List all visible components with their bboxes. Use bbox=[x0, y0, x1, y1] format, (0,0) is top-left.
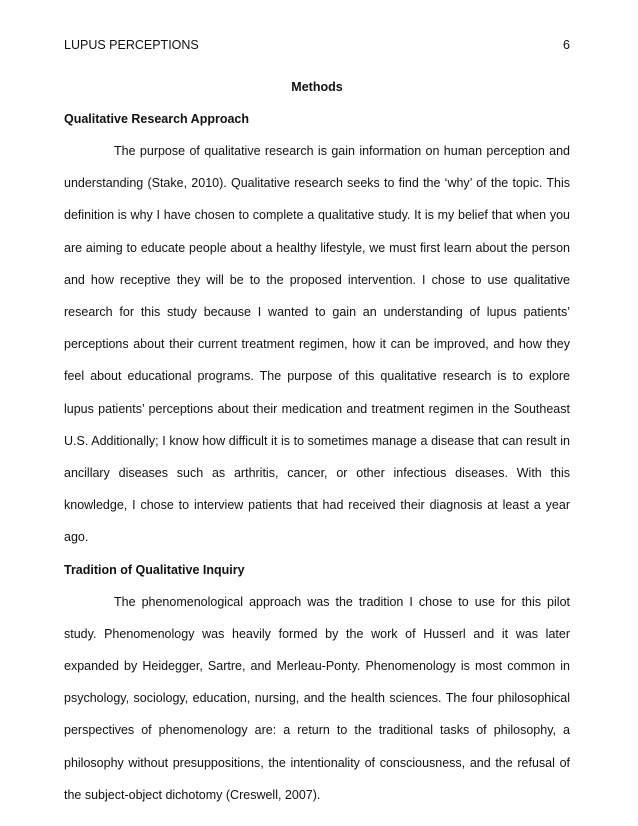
paragraph-research-approach: The purpose of qualitative research is gain information on human perception and understanding (Stake, 2010). Qualitative research seeks to find the ‘why’ of the topic. This definition is why I have chosen to complete a qualitative study. It is my belief that when you are aiming to educate people about a healthy lifestyle, we must first learn about the person and how receptive they will be to the proposed intervention. I chose to use qualitative research for this study because I wanted to gain an understanding of lupus patients’ perceptions about their current treatment regimen, how it can be improved, and how they feel about educational programs. The purpose of this qualitative research is to explore lupus patients’ perceptions about their medication and treatment regimen in the Southeast U.S. Additionally; I know how difficult it is to sometimes manage a disease that can result in ancillary diseases such as arthritis, cancer, or other infectious diseases. With this knowledge, I chose to interview patients that had received their diagnosis at least a year ago. bbox=[64, 144, 570, 545]
running-head: LUPUS PERCEPTIONS bbox=[64, 38, 199, 52]
page-body bbox=[64, 71, 570, 811]
subheading-research-approach: Qualitative Research Approach bbox=[64, 112, 250, 126]
subheading-tradition-of-inquiry: Tradition of Qualitative Inquiry bbox=[64, 562, 245, 577]
page-number: 6 bbox=[563, 38, 570, 52]
section-title: Methods bbox=[291, 80, 343, 94]
paragraph-tradition-of-inquiry: The phenomenological approach was the tradition I chose to use for this pilot study. Phenomenology was heavily formed by the work of Husserl and it was later expanded by Heidegger, Sartre, and Merleau-Ponty. Phenomenology is most common in psychology, sociology, education, nursing, and the health sciences. The four philosophical perspectives of phenomenology are: a return to the traditional tasks of philosophy, a philosophy without presuppositions, the intentionality of consciousness, and the refusal of the subject-object dichotomy (Creswell, 2007). bbox=[64, 594, 570, 802]
page-header bbox=[64, 37, 570, 53]
